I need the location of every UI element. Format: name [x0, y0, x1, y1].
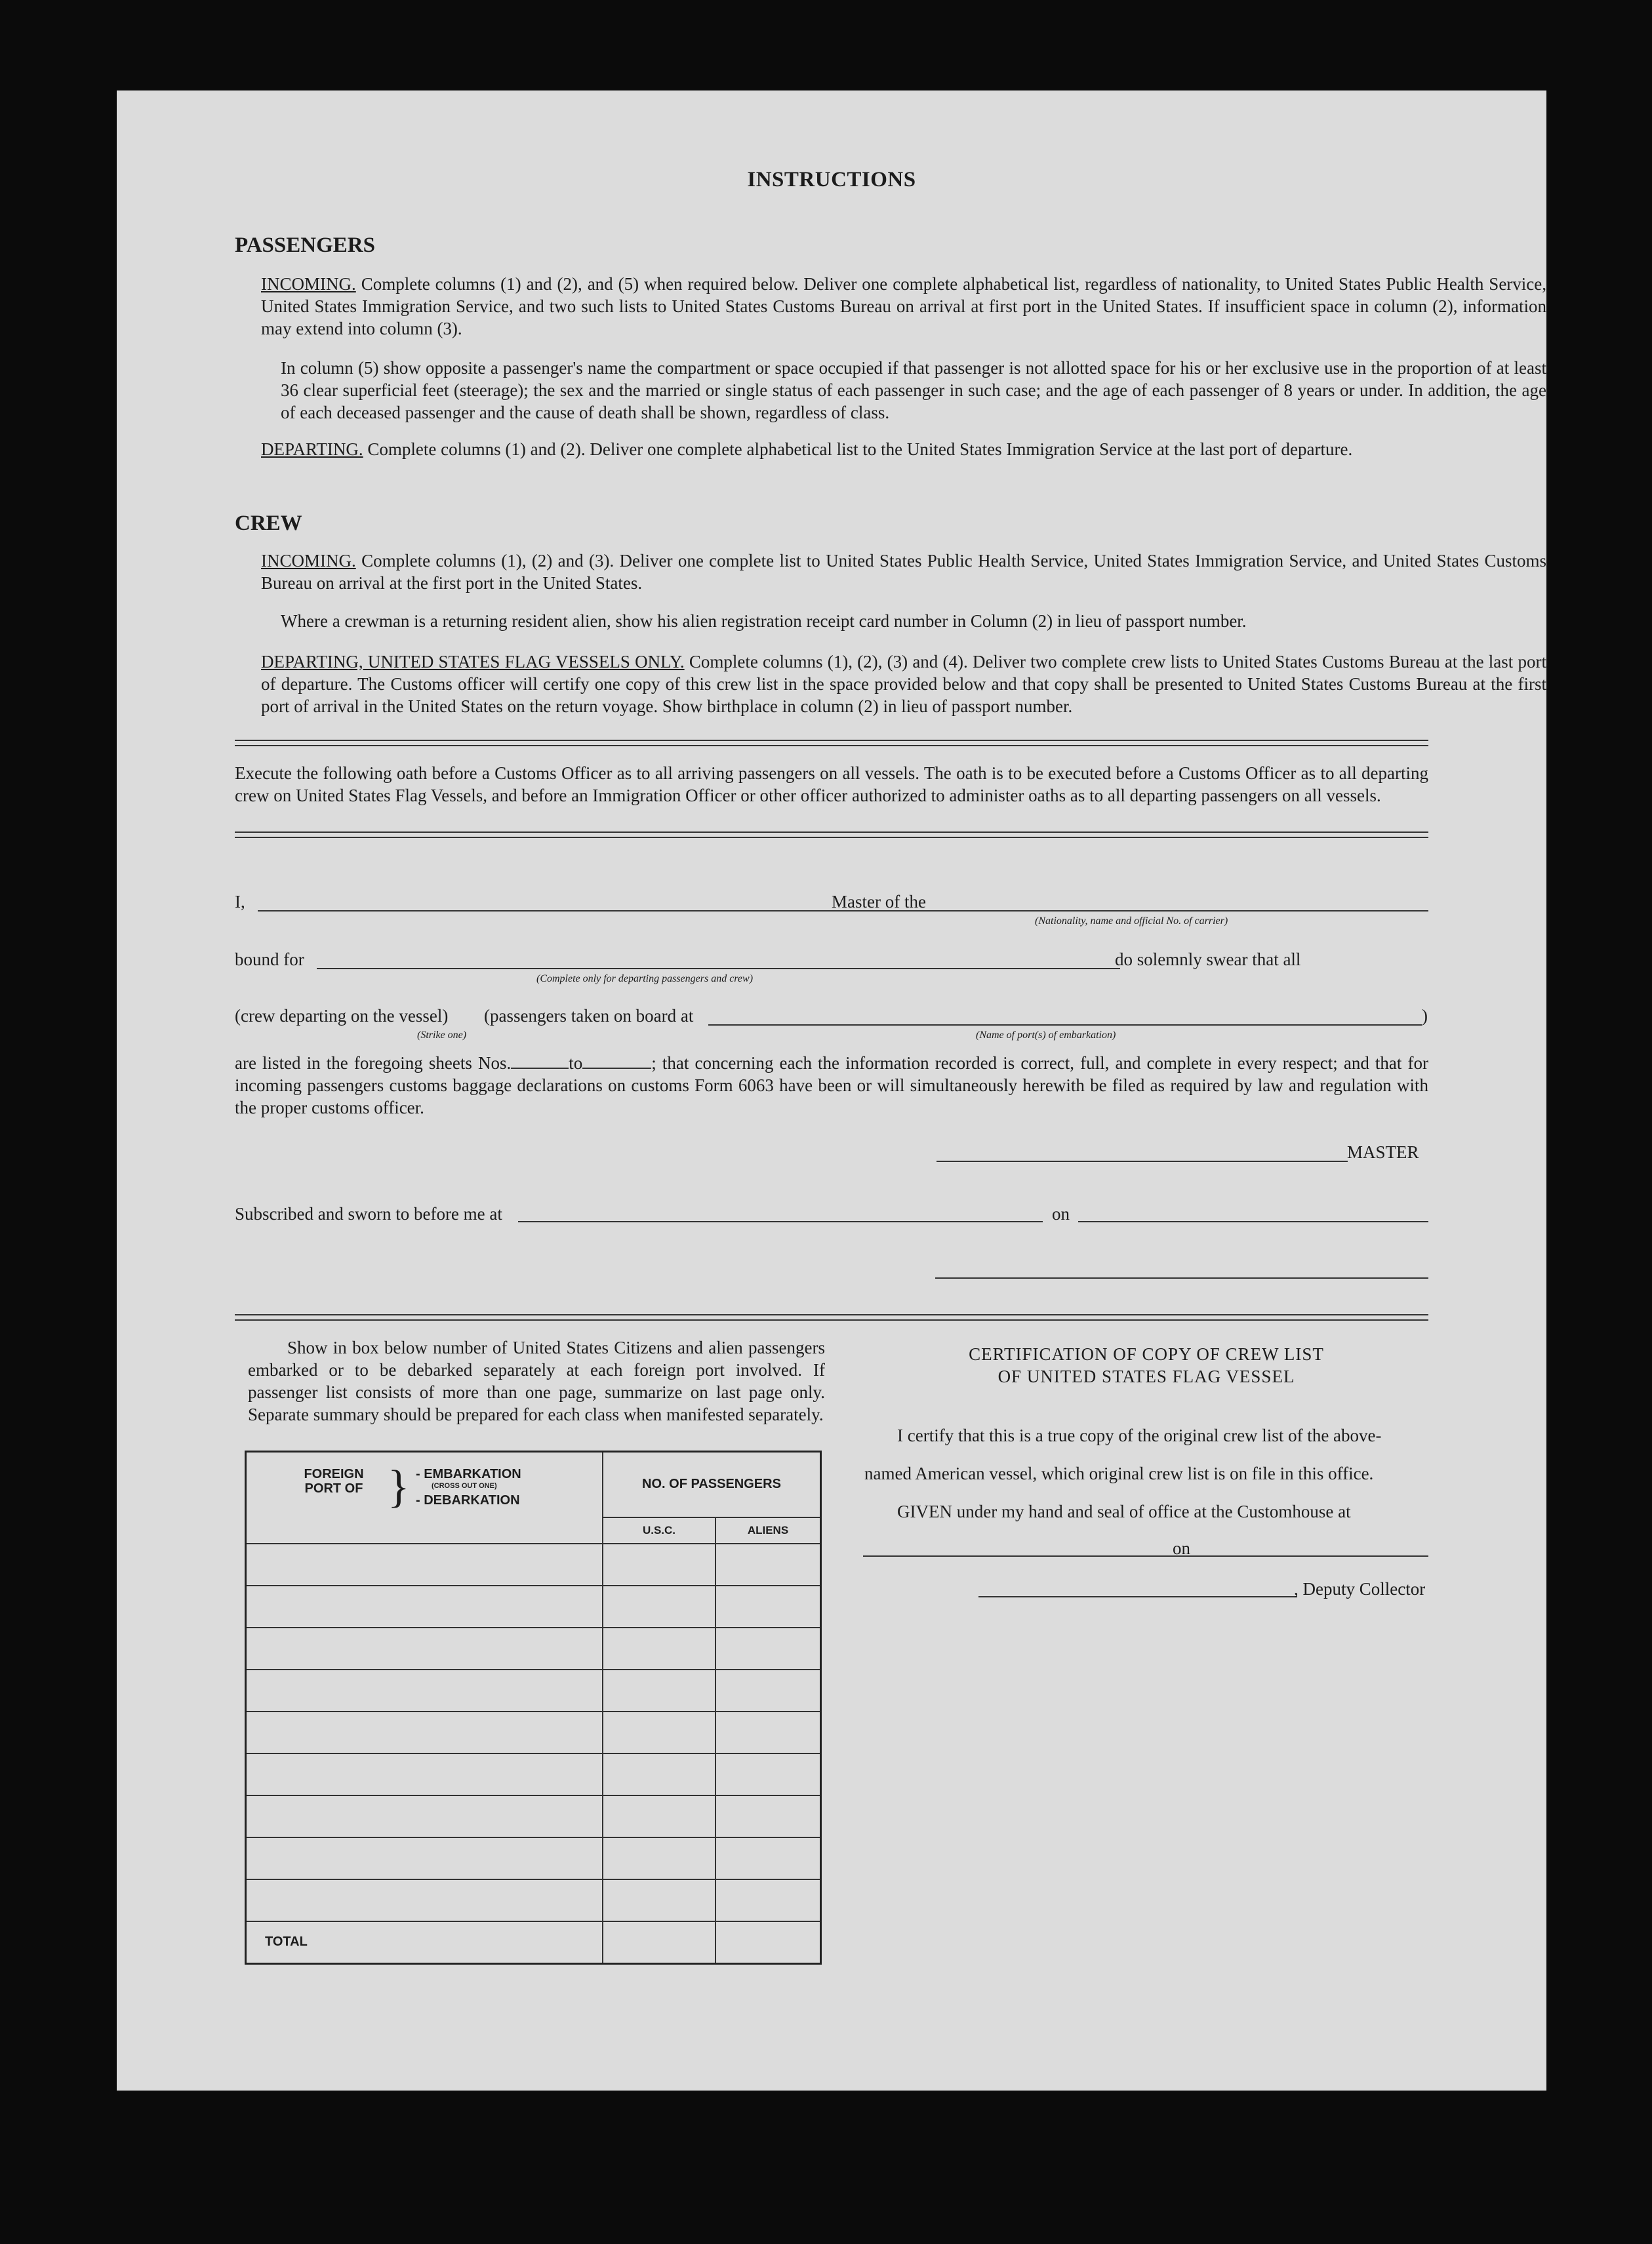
table-row	[246, 1795, 821, 1837]
passengers-incoming-text: Complete columns (1) and (2), and (5) when required below. Deliver one complete alphabetical list, regardless of nationality, to United States Public Health Service, United States Immigration Service, and two such lists to United States Customs Bureau on arrival at first port in the United States. If insufficient space in column (2), information may extend into column (3).	[261, 274, 1547, 338]
aliens-cell[interactable]	[715, 1795, 821, 1837]
sheet-from-field[interactable]	[511, 1053, 569, 1069]
embarkation-label: - EMBARKATION	[416, 1467, 521, 1481]
aliens-cell[interactable]	[715, 1586, 821, 1628]
usc-cell[interactable]	[603, 1712, 715, 1753]
crew-departing-label: DEPARTING, UNITED STATES FLAG VESSELS ONLY.	[261, 652, 685, 671]
usc-header: U.S.C.	[603, 1517, 715, 1544]
sworn-date-line[interactable]	[1078, 1221, 1428, 1222]
certification-heading-1: CERTIFICATION OF COPY OF CREW LIST	[969, 1344, 1324, 1364]
table-row	[246, 1628, 821, 1670]
certification-on-label: on	[1173, 1538, 1190, 1558]
oath-i-label: I,	[235, 892, 245, 912]
port-cell[interactable]	[246, 1544, 603, 1586]
usc-cell[interactable]	[603, 1544, 715, 1586]
oath-master-of-label: Master of the	[832, 892, 926, 912]
certify-line-1: I certify that this is a true copy of the original crew list of the above-	[897, 1426, 1382, 1445]
oath-listed-post: ; that concerning each the information recorded is correct, full, and complete in every respect; and that for incoming passengers customs baggage declarations on customs Form 6063 have been or will simultaneously herewith be filed as required by law and regulation with the proper customs officer.	[235, 1053, 1428, 1117]
oath-listed-to: to	[569, 1053, 583, 1073]
officer-signature-line[interactable]	[935, 1277, 1428, 1279]
strike-one-note: (Strike one)	[417, 1030, 467, 1041]
certification-date-line[interactable]	[1198, 1555, 1428, 1557]
port-cell[interactable]	[246, 1670, 603, 1712]
certify-line-2: named American vessel, which original crew list is on file in this office.	[864, 1464, 1374, 1483]
passengers-column5-paragraph: In column (5) show opposite a passenger's name the compartment or space occupied if that passenger is not allotted space for his or her exclusive use in the proportion of at least 36 clear superficial feet (steerage); the sex and the married or single status of each passenger in such case; and the age of each passenger of 8 years or under. In addition, the age of each deceased passenger and the cause of death shall be shown, regardless of class.	[281, 358, 1546, 422]
carrier-note: (Nationality, name and official No. of carrier)	[1035, 915, 1228, 927]
usc-cell[interactable]	[603, 1586, 715, 1628]
usc-cell[interactable]	[603, 1628, 715, 1670]
aliens-header: ALIENS	[715, 1517, 821, 1544]
passengers-departing-paragraph	[261, 438, 1546, 460]
passengers-heading: PASSENGERS	[235, 233, 375, 257]
usc-cell[interactable]	[603, 1837, 715, 1879]
aliens-cell[interactable]	[715, 1628, 821, 1670]
aliens-cell[interactable]	[715, 1670, 821, 1712]
certification-heading-2: OF UNITED STATES FLAG VESSEL	[997, 1367, 1295, 1386]
total-usc-cell[interactable]	[603, 1921, 715, 1964]
passengers-incoming-label: INCOMING.	[261, 274, 356, 294]
oath-crew-departing[interactable]: (crew departing on the vessel)	[235, 1006, 449, 1026]
sworn-on-label: on	[1052, 1204, 1070, 1224]
sworn-place-line[interactable]	[518, 1221, 1043, 1222]
no-of-passengers-header: NO. OF PASSENGERS	[603, 1452, 821, 1517]
passenger-summary-table	[245, 1451, 822, 1965]
sheet-to-field[interactable]	[582, 1053, 651, 1069]
usc-cell[interactable]	[603, 1795, 715, 1837]
brace-icon: }	[388, 1462, 410, 1512]
section-divider	[235, 1314, 1428, 1321]
crew-incoming-paragraph	[261, 550, 1546, 594]
oath-passengers-taken[interactable]: (passengers taken on board at	[484, 1006, 694, 1026]
port-cell[interactable]	[246, 1879, 603, 1921]
oath-close-paren: )	[1422, 1006, 1428, 1026]
oath-intro: Execute the following oath before a Customs Officer as to all arriving passengers on all vessels. The oath is to be executed before a Customs Officer as to all departing crew on United States Flag Vessels, and before an Immigration Officer or other officer authorized to administer oaths as to all departing passengers on all vessels.	[235, 763, 1428, 805]
deputy-collector-label: , Deputy Collector	[1294, 1579, 1426, 1599]
crew-departing-paragraph	[261, 651, 1546, 717]
total-label: TOTAL	[246, 1921, 603, 1964]
table-row	[246, 1586, 821, 1628]
table-row	[246, 1544, 821, 1586]
document-page	[117, 90, 1546, 2091]
port-cell[interactable]	[246, 1712, 603, 1753]
carrier-line[interactable]	[935, 910, 1428, 912]
crew-returning-paragraph: Where a crewman is a returning resident alien, show his alien registration receipt card number in Column (2) in lieu of passport number.	[281, 611, 1247, 631]
debarkation-label: - DEBARKATION	[416, 1493, 520, 1508]
passengers-departing-text: Complete columns (1) and (2). Deliver one complete alphabetical list to the United States Immigration Service at the last port of departure.	[367, 439, 1353, 459]
bound-for-line[interactable]	[317, 968, 1120, 969]
passengers-departing-label: DEPARTING.	[261, 439, 363, 459]
table-row	[246, 1670, 821, 1712]
section-divider	[235, 831, 1428, 838]
oath-listed-paragraph	[235, 1052, 1428, 1119]
aliens-cell[interactable]	[715, 1712, 821, 1753]
given-line: GIVEN under my hand and seal of office at the Customhouse at	[897, 1502, 1351, 1521]
passengers-incoming-paragraph	[261, 273, 1546, 340]
table-row	[246, 1837, 821, 1879]
crew-incoming-label: INCOMING.	[261, 551, 356, 571]
port-header-cell	[246, 1452, 603, 1544]
total-aliens-cell[interactable]	[715, 1921, 821, 1964]
aliens-cell[interactable]	[715, 1837, 821, 1879]
table-row	[246, 1753, 821, 1795]
aliens-cell[interactable]	[715, 1879, 821, 1921]
summary-instructions: Show in box below number of United States Citizens and alien passengers embarked or to be debarked separately at each foreign port involved. If passenger list consists of more than one page, summarize on last page only. Separate summary should be prepared for each class when manifested separately.	[248, 1338, 825, 1424]
port-cell[interactable]	[246, 1586, 603, 1628]
crew-incoming-text: Complete columns (1), (2) and (3). Deliver one complete list to United States Public Health Service, United States Immigration Service, and United States Customs Bureau on arrival at the first port in the United States.	[261, 551, 1547, 593]
port-cell[interactable]	[246, 1837, 603, 1879]
port-note: (Name of port(s) of embarkation)	[976, 1030, 1116, 1041]
page-title: INSTRUCTIONS	[747, 168, 916, 191]
oath-bound-for-label: bound for	[235, 950, 304, 969]
cross-out-note: (CROSS OUT ONE)	[432, 1482, 497, 1490]
aliens-cell[interactable]	[715, 1544, 821, 1586]
usc-cell[interactable]	[603, 1879, 715, 1921]
crew-departing-text: Complete columns (1), (2), (3) and (4). Deliver two complete crew lists to United States Customs Bureau at the last port of departure. The Customs officer will certify one copy of this crew list in the space provided below and that copy shall be presented to United States Customs Bureau at the first port of arrival in the United States on the return voyage. Show birthplace in column (2) in lieu of passport number.	[261, 652, 1547, 716]
master-label: MASTER	[1347, 1142, 1419, 1162]
usc-cell[interactable]	[603, 1670, 715, 1712]
foreign-port-of-label: FOREIGN PORT OF	[304, 1467, 364, 1496]
port-cell[interactable]	[246, 1753, 603, 1795]
master-signature-line[interactable]	[937, 1161, 1348, 1162]
bound-note: (Complete only for departing passengers and crew)	[536, 973, 754, 984]
embarkation-port-line[interactable]	[708, 1024, 1422, 1026]
oath-swear-label: do solemnly swear that all	[1115, 950, 1301, 969]
port-cell[interactable]	[246, 1795, 603, 1837]
crew-heading: CREW	[235, 511, 302, 535]
oath-listed-pre: are listed in the foregoing sheets Nos.	[235, 1053, 512, 1073]
deputy-signature-line[interactable]	[978, 1596, 1297, 1597]
table-row	[246, 1712, 821, 1753]
port-cell[interactable]	[246, 1628, 603, 1670]
section-divider	[235, 740, 1428, 746]
total-row	[246, 1921, 821, 1964]
usc-cell[interactable]	[603, 1753, 715, 1795]
aliens-cell[interactable]	[715, 1753, 821, 1795]
subscribed-label: Subscribed and sworn to before me at	[235, 1204, 502, 1224]
table-row	[246, 1879, 821, 1921]
